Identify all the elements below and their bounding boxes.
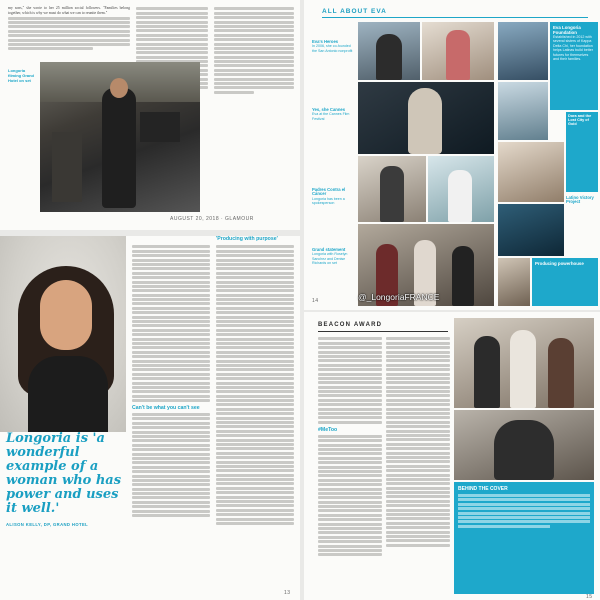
caption-grand: Grand statement Longoria with Roselyn Sanchez and Denise Richards on set [312,247,348,266]
page-number: 13 [284,590,291,596]
subhead-cant-be: Can't be what you can't see [132,405,200,412]
subhead-metoo: #MeToo [318,426,338,433]
body-column-3 [214,6,294,118]
page-bottom-left [0,236,300,600]
foundation-box [550,22,598,110]
photo-cannes [358,82,494,154]
body-column-2 [386,336,450,594]
caption-padres: Padres Contra el Cáncer Longoria has been a spokesperson [312,187,346,206]
page-bottom-right [304,312,600,600]
watermark: @_LongoriaFRANCE [358,292,440,302]
foundation-title: Eva Longoria Foundation [553,25,581,35]
photo-foundation-2 [498,82,548,140]
photo-producing [498,258,530,306]
intro-text: my sons," she wrote to her 25 million social followers. "Families belong together, which is why we must do what we can to reunite them." [8,6,130,15]
producing-title: Producing powerhouse [535,261,584,266]
portrait-photo [0,236,126,432]
foundation-text: Established in 2012 with several sisters of Kappa Delta Chi, her foundation helps Latinas build better futures for themselves and their families. [553,35,593,62]
body-column-1 [318,336,382,594]
photo-heroes [358,22,420,80]
dora-title: Dora and the Lost City of Gold [568,114,592,126]
caption-cannes: Yes, she Cannes Eva at the Cannes Film Festival [312,107,350,121]
photo-cover-shoot-1 [454,318,594,408]
body-column-right [216,244,294,590]
photo-cover-shoot-2 [454,410,594,480]
intro-column [8,6,130,66]
producing-box [532,258,598,306]
page-number: 15 [586,594,593,600]
section-title: ALL ABOUT EVA [322,8,387,15]
folio: AUGUST 20, 2018 · GLAMOUR [170,216,254,222]
film-set-photo [40,62,200,212]
caption-latino-victory: Latino Victory Project [566,195,594,205]
cover-title: BEHIND THE COVER [458,486,508,492]
pull-quote-credit: ALISON KELLY, DP, GRAND HOTEL [6,522,89,527]
body-column-left [132,244,210,590]
section-title: BEACON AWARD [318,322,383,328]
dora-box [566,112,598,192]
photo-latino [498,204,564,256]
photo-heroes-2 [422,22,494,80]
photo-padres [358,156,426,222]
caption-heroes: Eva's Heroes In 2006, she co-founded the San Antonio nonprofit [312,39,353,53]
page-top-right [304,0,600,310]
page-top-left [0,0,300,230]
cover-box [454,482,594,594]
subhead-producing: 'Producing with purpose' [216,236,278,242]
photo-caption: Longoria filming Grand Hotel on set [8,68,34,83]
photo-dora [498,142,564,202]
page-number: 14 [312,298,319,304]
photo-foundation [498,22,548,80]
pull-quote-text: Longoria is 'a wonderful example of a woman who has power and uses it well.' [6,431,122,516]
photo-padres-2 [428,156,494,222]
pull-quote [6,432,124,532]
